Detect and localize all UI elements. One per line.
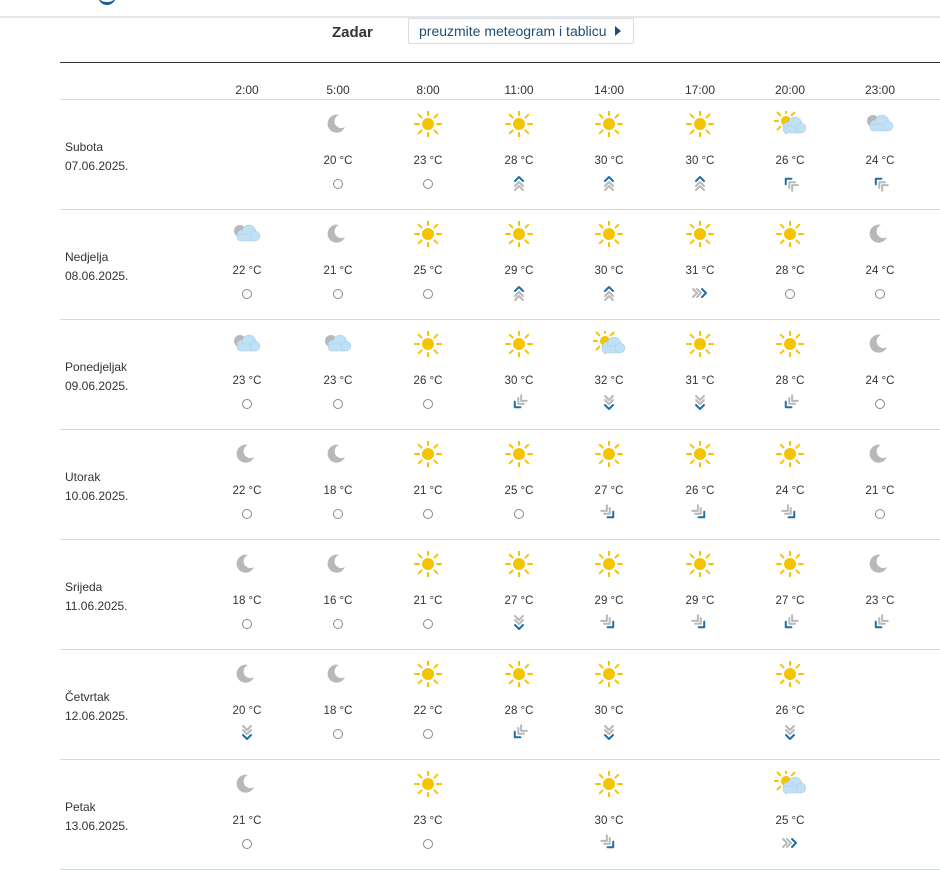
sun-icon [593,111,625,137]
moon-icon [231,441,263,467]
forecast-cell [760,320,820,430]
moon-icon [322,221,354,247]
wind-direction-icon [599,173,619,193]
temperature-value: 29 °C [594,595,624,607]
forecast-cell [217,210,277,320]
forecast-cell [398,540,458,650]
day-name: Ponedjeljak [65,360,128,374]
wind-direction-icon [599,613,619,633]
day-row [0,320,940,430]
temperature-value: 22 °C [232,265,262,277]
calm-wind-icon [423,839,433,849]
forecast-cell [850,430,910,540]
temperature-value: 30 °C [594,815,624,827]
wind-direction-icon [690,393,710,413]
calm-wind-icon [333,289,343,299]
temperature-value: 31 °C [685,375,715,387]
temperature-value: 27 °C [504,595,534,607]
calm-wind-icon [242,509,252,519]
temperature-value: 28 °C [775,375,805,387]
forecast-cell [760,210,820,320]
moon-icon [231,551,263,577]
sun-icon [593,441,625,467]
temperature-value: 25 °C [413,265,443,277]
sun-icon [774,331,806,357]
forecast-cell [760,540,820,650]
temperature-value: 25 °C [775,815,805,827]
wind-direction-icon [599,723,619,743]
sun-icon [684,221,716,247]
wind-direction-icon [780,173,800,193]
forecast-cell [489,100,549,210]
day-label [65,248,128,286]
temperature-value: 30 °C [685,155,715,167]
calm-wind-icon [242,619,252,629]
forecast-cell [308,320,368,430]
day-row [0,210,940,320]
forecast-cell [217,650,277,760]
wind-direction-icon [690,613,710,633]
forecast-cell [670,100,730,210]
moon-icon [864,221,896,247]
forecast-header [0,18,940,48]
forecast-cell [489,540,549,650]
temperature-value: 23 °C [413,815,443,827]
temperature-value: 24 °C [775,485,805,497]
sun-icon [503,661,535,687]
forecast-cell [579,210,639,320]
forecast-cell [398,760,458,870]
moon-icon [322,111,354,137]
wind-direction-icon [599,833,619,853]
sun-icon [774,441,806,467]
sun-cloud-icon [774,111,806,137]
wind-direction-icon [509,283,529,303]
wind-direction-icon [780,613,800,633]
sun-icon [684,111,716,137]
temperature-value: 28 °C [504,705,534,717]
forecast-cell [579,760,639,870]
wind-direction-icon [690,283,710,303]
calm-wind-icon [875,399,885,409]
temperature-value: 21 °C [323,265,353,277]
forecast-cell [760,430,820,540]
calm-wind-icon [875,289,885,299]
day-name: Nedjelja [65,250,109,264]
calm-wind-icon [242,839,252,849]
forecast-cell [489,650,549,760]
temperature-value: 24 °C [865,155,895,167]
calm-wind-icon [333,509,343,519]
moon-icon [322,441,354,467]
top-navigation-strip [0,0,940,18]
calm-wind-icon [333,619,343,629]
temperature-value: 27 °C [775,595,805,607]
city-name: Zadar [332,24,373,41]
forecast-cell [850,210,910,320]
sun-icon [774,661,806,687]
temperature-value: 32 °C [594,375,624,387]
cloud-moon-icon [231,331,263,357]
temperature-value: 25 °C [504,485,534,497]
wind-direction-icon [509,723,529,743]
day-label [65,138,128,176]
calm-wind-icon [423,289,433,299]
temperature-value: 24 °C [865,375,895,387]
forecast-cell [398,210,458,320]
forecast-cell [670,540,730,650]
calm-wind-icon [242,399,252,409]
moon-icon [322,551,354,577]
wind-direction-icon [509,173,529,193]
wind-direction-icon [780,723,800,743]
hour-label: 11:00 [504,83,534,97]
sun-icon [412,551,444,577]
forecast-cell [850,100,910,210]
calm-wind-icon [875,509,885,519]
moon-icon [864,551,896,577]
day-name: Petak [65,800,96,814]
forecast-cell [308,430,368,540]
day-name: Srijeda [65,580,103,594]
temperature-value: 21 °C [413,485,443,497]
forecast-cell [489,430,549,540]
download-meteogram-button[interactable] [408,18,634,44]
temperature-value: 16 °C [323,595,353,607]
cloud-moon-icon [322,331,354,357]
sun-icon [503,441,535,467]
hour-label: 5:00 [326,83,350,97]
calm-wind-icon [333,729,343,739]
forecast-cell [579,430,639,540]
hours-header-row [0,83,940,99]
day-label [65,688,128,726]
forecast-cell [760,650,820,760]
forecast-cell [850,540,910,650]
temperature-value: 20 °C [323,155,353,167]
moon-icon [231,661,263,687]
hour-label: 14:00 [593,83,625,97]
wind-direction-icon [599,393,619,413]
day-name: Četvrtak [65,690,110,704]
temperature-value: 22 °C [232,485,262,497]
temperature-value: 30 °C [594,705,624,717]
day-label [65,578,128,616]
forecast-cell [579,100,639,210]
temperature-value: 22 °C [413,705,443,717]
sun-icon [593,221,625,247]
calm-wind-icon [333,179,343,189]
temperature-value: 18 °C [323,485,353,497]
sun-cloud-icon [593,331,625,357]
day-date: 13.06.2025. [65,819,129,833]
day-date: 09.06.2025. [65,379,129,393]
wind-direction-icon [599,283,619,303]
day-label [65,798,128,836]
wind-direction-icon [780,503,800,523]
wind-direction-icon [509,393,529,413]
day-date: 10.06.2025. [65,489,129,503]
forecast-cell [579,540,639,650]
temperature-value: 24 °C [865,265,895,277]
day-date: 12.06.2025. [65,709,129,723]
sun-icon [412,441,444,467]
forecast-cell [579,650,639,760]
sun-icon [503,331,535,357]
day-name: Subota [65,140,104,154]
calm-wind-icon [242,289,252,299]
calm-wind-icon [785,289,795,299]
sun-icon [503,551,535,577]
temperature-value: 18 °C [232,595,262,607]
calm-wind-icon [423,399,433,409]
wind-direction-icon [870,613,890,633]
temperature-value: 26 °C [685,485,715,497]
temperature-value: 30 °C [594,155,624,167]
temperature-value: 23 °C [865,595,895,607]
download-button-label: preuzmite meteogram i tablicu [419,23,607,39]
sun-icon [412,331,444,357]
sun-icon [774,221,806,247]
sun-icon [593,771,625,797]
sun-icon [503,111,535,137]
day-row [0,100,940,210]
day-name: Utorak [65,470,101,484]
logo-fragment [98,0,116,5]
temperature-value: 26 °C [413,375,443,387]
forecast-cell [760,760,820,870]
forecast-cell [670,320,730,430]
temperature-value: 26 °C [775,155,805,167]
forecast-cell [670,210,730,320]
day-label [65,468,128,506]
temperature-value: 29 °C [685,595,715,607]
sun-icon [593,661,625,687]
forecast-cell [308,100,368,210]
temperature-value: 28 °C [504,155,534,167]
sun-icon [412,221,444,247]
hour-label: 8:00 [416,83,440,97]
temperature-value: 28 °C [775,265,805,277]
forecast-cell [308,540,368,650]
moon-icon [864,441,896,467]
temperature-value: 21 °C [413,595,443,607]
day-label [65,358,128,396]
hour-label: 17:00 [684,83,716,97]
wind-direction-icon [870,173,890,193]
hour-label: 23:00 [864,83,896,97]
calm-wind-icon [514,509,524,519]
sun-icon [684,551,716,577]
sun-icon [593,551,625,577]
temperature-value: 29 °C [504,265,534,277]
temperature-value: 21 °C [865,485,895,497]
temperature-value: 30 °C [594,265,624,277]
temperature-value: 20 °C [232,705,262,717]
forecast-cell [308,210,368,320]
forecast-cell [398,430,458,540]
day-date: 11.06.2025. [65,599,128,613]
forecast-cell [489,320,549,430]
forecast-cell [850,320,910,430]
forecast-cell [760,100,820,210]
sun-cloud-icon [774,771,806,797]
calm-wind-icon [423,509,433,519]
temperature-value: 26 °C [775,705,805,717]
day-date: 08.06.2025. [65,269,129,283]
forecast-cell [398,100,458,210]
temperature-value: 31 °C [685,265,715,277]
moon-icon [231,771,263,797]
forecast-cell [217,540,277,650]
forecast-cell [308,650,368,760]
temperature-value: 27 °C [594,485,624,497]
day-row [0,760,940,870]
calm-wind-icon [423,619,433,629]
sun-icon [412,661,444,687]
sun-icon [684,331,716,357]
moon-icon [864,331,896,357]
day-row [0,430,940,540]
forecast-cell [579,320,639,430]
wind-direction-icon [780,393,800,413]
sun-icon [503,221,535,247]
caret-right-icon [615,26,621,36]
moon-icon [322,661,354,687]
calm-wind-icon [423,729,433,739]
forecast-cell [217,760,277,870]
day-date: 07.06.2025. [65,159,129,173]
wind-direction-icon [780,833,800,853]
forecast-cell [217,320,277,430]
temperature-value: 23 °C [323,375,353,387]
temperature-value: 18 °C [323,705,353,717]
wind-direction-icon [690,503,710,523]
temperature-value: 23 °C [232,375,262,387]
sun-icon [412,771,444,797]
temperature-value: 30 °C [504,375,534,387]
forecast-cell [217,430,277,540]
forecast-cell [398,320,458,430]
wind-direction-icon [237,723,257,743]
calm-wind-icon [423,179,433,189]
hour-label: 2:00 [235,83,259,97]
sun-icon [684,441,716,467]
day-row [0,650,940,760]
wind-direction-icon [690,173,710,193]
sun-icon [774,551,806,577]
temperature-value: 23 °C [413,155,443,167]
cloud-moon-icon [231,221,263,247]
sun-icon [412,111,444,137]
forecast-cell [398,650,458,760]
cloud-moon-icon [864,111,896,137]
wind-direction-icon [599,503,619,523]
calm-wind-icon [333,399,343,409]
header-divider [60,62,940,63]
forecast-cell [489,210,549,320]
day-row [0,540,940,650]
hour-label: 20:00 [774,83,806,97]
temperature-value: 21 °C [232,815,262,827]
forecast-cell [670,430,730,540]
wind-direction-icon [509,613,529,633]
